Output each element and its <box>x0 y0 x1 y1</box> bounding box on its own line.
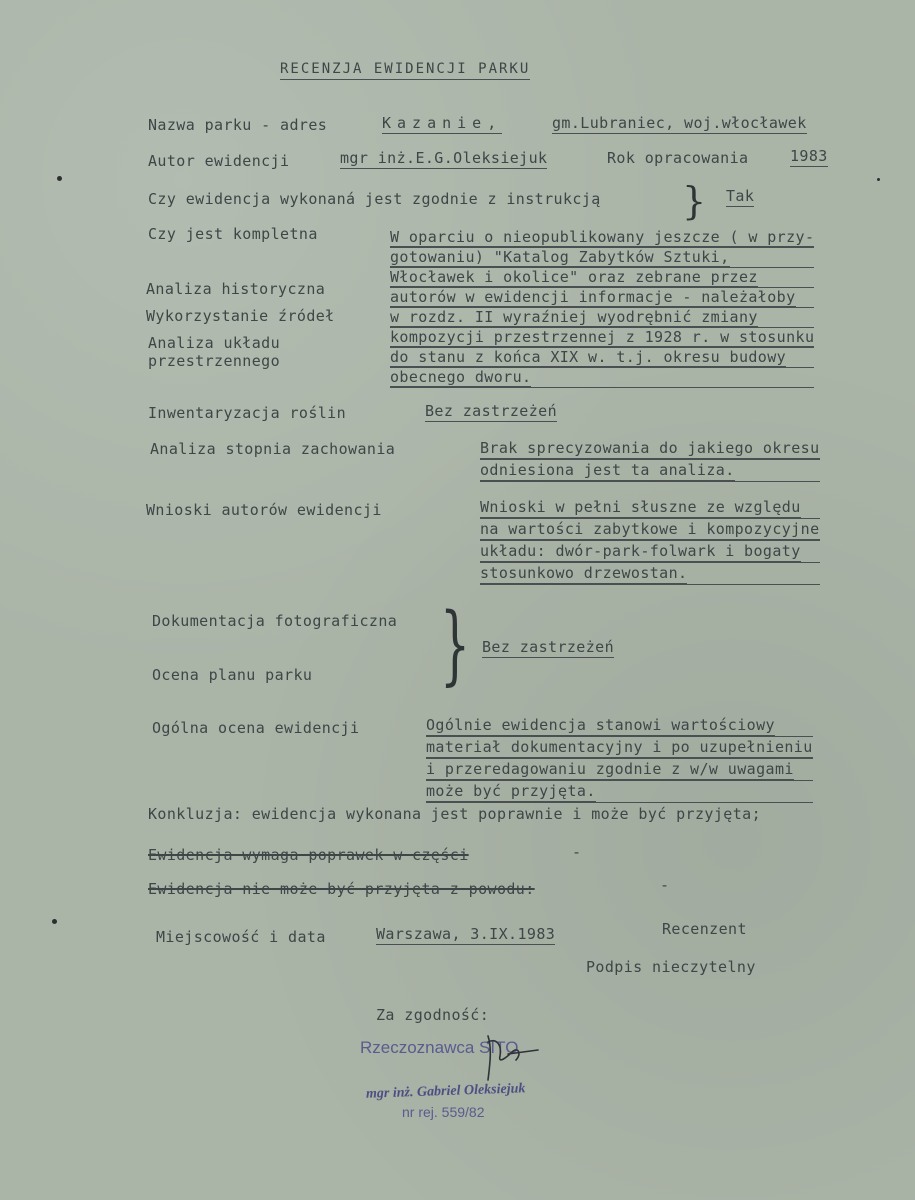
plants-value: Bez zastrzeżeń <box>425 402 558 420</box>
author-value: mgr inż.E.G.Oleksiejuk <box>340 149 548 167</box>
large-brace: } <box>440 595 471 695</box>
photo-label: Dokumentacja fotograficzna <box>152 612 398 630</box>
stamp-name: mgr inż. Gabriel Oleksiejuk <box>365 1081 526 1102</box>
layout-label-line-2: przestrzennego <box>148 352 281 370</box>
layout-label-line-1: Analiza układu <box>148 334 281 352</box>
history-value: W oparciu o nieopublikowany jeszcze ( w przy- gotowaniu) "Katalog Zabytków Sztuki, Włocławek i okolice" oraz zebrane przez autorów w ewidencji informacje - należałoby w rozdz. II wyraźniej wyodrębnić zmiany kompozycji przestrzennej z 1928 r. w stosunku do stanu z końca XIX w. t.j. okresu budowy obecnego dworu. <box>390 228 815 386</box>
instruction-label: Czy ewidencja wykonaná jest zgodnie z instrukcją <box>148 190 601 208</box>
stamp-title: Rzeczoznawca SITO <box>360 1038 519 1057</box>
conclusions-label: Wnioski autorów ewidencji <box>146 501 382 519</box>
conclusion-dash-2: - <box>660 876 670 894</box>
year-value: 1983 <box>790 147 828 165</box>
instruction-value: Tak <box>726 187 755 205</box>
overall-value: Ogólnie ewidencja stanowi wartościowy materiał dokumentacyjny i po uzupełnieniu i przeredagowaniu zgodnie z w/w uwagami może być przyjęta. <box>426 715 813 803</box>
plan-label: Ocena planu parku <box>152 666 313 684</box>
place-date-label: Miejscowość i data <box>156 928 326 946</box>
plants-label: Inwentaryzacja roślin <box>148 404 347 422</box>
conformity-label: Za zgodność: <box>376 1006 490 1024</box>
conclusion-struck-line-2: Ewidencja nie może być przyjęta z powodu: <box>148 880 535 898</box>
document-title: RECENZJA EWIDENCJI PARKU <box>280 60 530 80</box>
conclusion-dash-1: - <box>572 843 582 861</box>
preservation-value: Brak sprecyzowania do jakiego okresu odniesiona jest ta analiza. <box>480 438 820 482</box>
conclusions-value: Wnioski w pełni słuszne ze względu na wartości zabytkowe i kompozycyjne układu: dwór-park-folwark i bogaty stosunkowo drzewostan. <box>480 497 820 585</box>
history-label: Analiza historyczna <box>146 280 326 298</box>
signature-note: Podpis nieczytelny <box>586 958 756 976</box>
place-date-value: Warszawa, 3.IX.1983 <box>376 925 556 943</box>
reviewer-label: Recenzent <box>662 920 747 938</box>
park-name-label: Nazwa parku - adres <box>148 116 328 134</box>
park-address-value: gm.Lubraniec, woj.włocławek <box>552 114 807 132</box>
conclusion-struck-line-1: Ewidencja wymaga poprawek w części <box>148 846 469 864</box>
conclusion-line: Konkluzja: ewidencja wykonana jest poprawnie i może być przyjęta; <box>148 805 761 823</box>
brace: } <box>682 179 707 223</box>
photo-plan-value: Bez zastrzeżeń <box>482 638 615 656</box>
sources-label: Wykorzystanie źródeł <box>146 307 335 325</box>
speck <box>57 176 62 181</box>
speck <box>52 919 57 924</box>
speck <box>877 178 880 181</box>
preservation-label: Analiza stopnia zachowania <box>150 440 396 458</box>
year-label: Rok opracowania <box>607 149 749 167</box>
author-label: Autor ewidencji <box>148 152 290 170</box>
handwritten-signature <box>478 1028 558 1088</box>
stamp-registration: nr rej. 559/82 <box>402 1104 485 1120</box>
overall-label: Ogólna ocena ewidencji <box>152 719 360 737</box>
complete-label: Czy jest kompletna <box>148 225 318 243</box>
park-name-value: Kazanie, <box>382 114 503 132</box>
